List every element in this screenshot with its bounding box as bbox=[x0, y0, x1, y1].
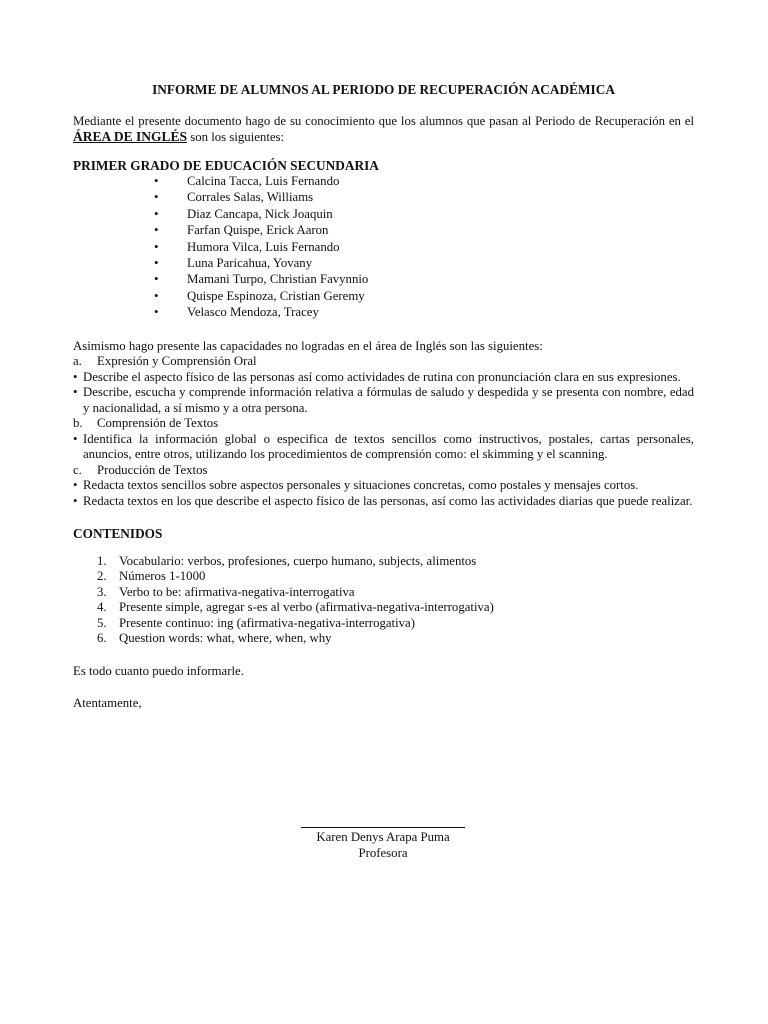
capacity-heading-text: Producción de Textos bbox=[97, 462, 208, 477]
contents-heading: CONTENIDOS bbox=[73, 526, 163, 542]
student-name: Velasco Mendoza, Tracey bbox=[187, 305, 319, 320]
student-name: Calcina Tacca, Luis Fernando bbox=[187, 174, 340, 188]
capacity-item-text: Describe, escucha y comprende información relativa a fórmulas de saludo y despedida y se presenta con nombre, edad y nacionalidad, a sí mismo y a otra persona. bbox=[83, 385, 694, 415]
student-item bbox=[154, 304, 694, 320]
student-item bbox=[154, 189, 694, 205]
student-name: Luna Paricahua, Yovany bbox=[187, 256, 313, 271]
capacity-item bbox=[73, 478, 694, 494]
bullet-icon: • bbox=[154, 288, 159, 303]
student-name: Diaz Cancapa, Nick Joaquin bbox=[187, 206, 333, 221]
capacity-item-text: Redacta textos en los que describe el aspecto físico de las personas, así como las actividades diarias que puede realizar. bbox=[83, 493, 693, 508]
bullet-icon: • bbox=[73, 385, 78, 400]
student-name: Corrales Salas, Williams bbox=[187, 190, 314, 205]
capacity-item bbox=[73, 370, 694, 386]
bullet-icon: • bbox=[73, 369, 78, 384]
contents-item bbox=[97, 631, 694, 647]
contents-item bbox=[97, 616, 694, 632]
bullet-icon: • bbox=[154, 174, 159, 188]
contents-text: Números 1-1000 bbox=[119, 569, 206, 584]
capacity-letter: a. bbox=[73, 354, 82, 369]
bullet-icon: • bbox=[73, 431, 78, 446]
closing-text: Es todo cuanto puedo informarle. bbox=[73, 663, 244, 678]
contents-item bbox=[97, 600, 694, 616]
capacity-item-text: Redacta textos sencillos sobre aspectos personales y situaciones concretas, como postales y mensajes cortos. bbox=[83, 478, 639, 493]
student-name: Farfan Quispe, Erick Aaron bbox=[187, 223, 329, 238]
capacity-item bbox=[73, 432, 694, 463]
capacity-item bbox=[73, 385, 694, 416]
bullet-icon: • bbox=[154, 256, 159, 271]
capacity-heading bbox=[73, 354, 694, 370]
capacity-letter: c. bbox=[73, 462, 82, 477]
signature-role: Profesora bbox=[358, 845, 408, 860]
capacities-intro: Asimismo hago presente las capacidades no logradas en el área de Inglés son las siguientes: bbox=[73, 338, 543, 353]
contents-list bbox=[73, 554, 694, 647]
bullet-icon: • bbox=[154, 272, 159, 287]
document-page bbox=[73, 82, 694, 860]
bullet-icon: • bbox=[154, 239, 159, 254]
contents-text: Verbo to be: afirmativa-negativa-interrogativa bbox=[119, 584, 355, 599]
signature-line bbox=[301, 815, 465, 828]
capacity-item-text: Identifica la información global o especifica de textos sencillos como instructivos, postales, cartas personales, anuncios, entre otros, utilizando los procedimientos de comprensión como: el skimming y el scanning. bbox=[83, 431, 694, 462]
contents-item bbox=[97, 554, 694, 570]
contents-number: 1. bbox=[97, 553, 107, 568]
student-item bbox=[154, 173, 694, 189]
intro-area-name: ÁREA DE INGLÉS bbox=[73, 129, 188, 144]
contents-number: 3. bbox=[97, 584, 107, 599]
bullet-icon: • bbox=[154, 223, 159, 238]
grade-heading: PRIMER GRADO DE EDUCACIÓN SECUNDARIA bbox=[73, 157, 379, 173]
contents-number: 6. bbox=[97, 631, 107, 646]
student-name: Mamani Turpo, Christian Favynnio bbox=[187, 272, 369, 287]
bullet-icon: • bbox=[154, 190, 159, 205]
contents-text: Presente continuo: ing (afirmativa-negativa-interrogativa) bbox=[119, 615, 415, 630]
contents-text: Question words: what, where, when, why bbox=[119, 631, 332, 646]
capacity-item-text: Describe el aspecto físico de las personas así como actividades de rutina con pronunciación clara en sus expresiones. bbox=[83, 369, 681, 384]
capacity-heading bbox=[73, 463, 694, 479]
contents-item bbox=[97, 585, 694, 601]
signature-block bbox=[301, 815, 465, 861]
student-item bbox=[154, 206, 694, 222]
student-name: Quispe Espinoza, Cristian Geremy bbox=[187, 288, 365, 303]
capacity-heading-text: Expresión y Comprensión Oral bbox=[97, 354, 257, 369]
contents-item bbox=[97, 569, 694, 585]
student-item bbox=[154, 239, 694, 255]
capacity-heading-text: Comprensión de Textos bbox=[97, 416, 219, 431]
student-item bbox=[154, 222, 694, 238]
capacity-heading bbox=[73, 416, 694, 432]
intro-text-end: son los siguientes: bbox=[187, 130, 285, 144]
bullet-icon: • bbox=[73, 478, 78, 493]
bullet-icon: • bbox=[154, 206, 159, 221]
document-title: INFORME DE ALUMNOS AL PERIODO DE RECUPERACIÓN ACADÉMICA bbox=[152, 82, 615, 97]
signature-name: Karen Denys Arapa Puma bbox=[316, 830, 450, 844]
capacity-item bbox=[73, 494, 694, 510]
bullet-icon: • bbox=[73, 493, 78, 508]
bullet-icon: • bbox=[154, 305, 159, 320]
contents-text: Presente simple, agregar s-es al verbo (afirmativa-negativa-interrogativa) bbox=[119, 600, 494, 615]
capacity-letter: b. bbox=[73, 416, 83, 431]
student-name: Humora Vilca, Luis Fernando bbox=[187, 239, 340, 254]
contents-number: 4. bbox=[97, 600, 107, 615]
student-item bbox=[154, 288, 694, 304]
student-item bbox=[154, 255, 694, 271]
regards-text: Atentamente, bbox=[73, 696, 142, 711]
intro-text-start: Mediante el presente documento hago de su conocimiento que los alumnos que pasan al Periodo de Recuperación en el bbox=[73, 113, 694, 128]
student-item bbox=[154, 271, 694, 287]
intro-paragraph bbox=[73, 114, 694, 146]
contents-number: 2. bbox=[97, 569, 107, 584]
student-list bbox=[73, 173, 694, 321]
contents-text: Vocabulario: verbos, profesiones, cuerpo humano, subjects, alimentos bbox=[119, 553, 477, 568]
contents-number: 5. bbox=[97, 615, 107, 630]
